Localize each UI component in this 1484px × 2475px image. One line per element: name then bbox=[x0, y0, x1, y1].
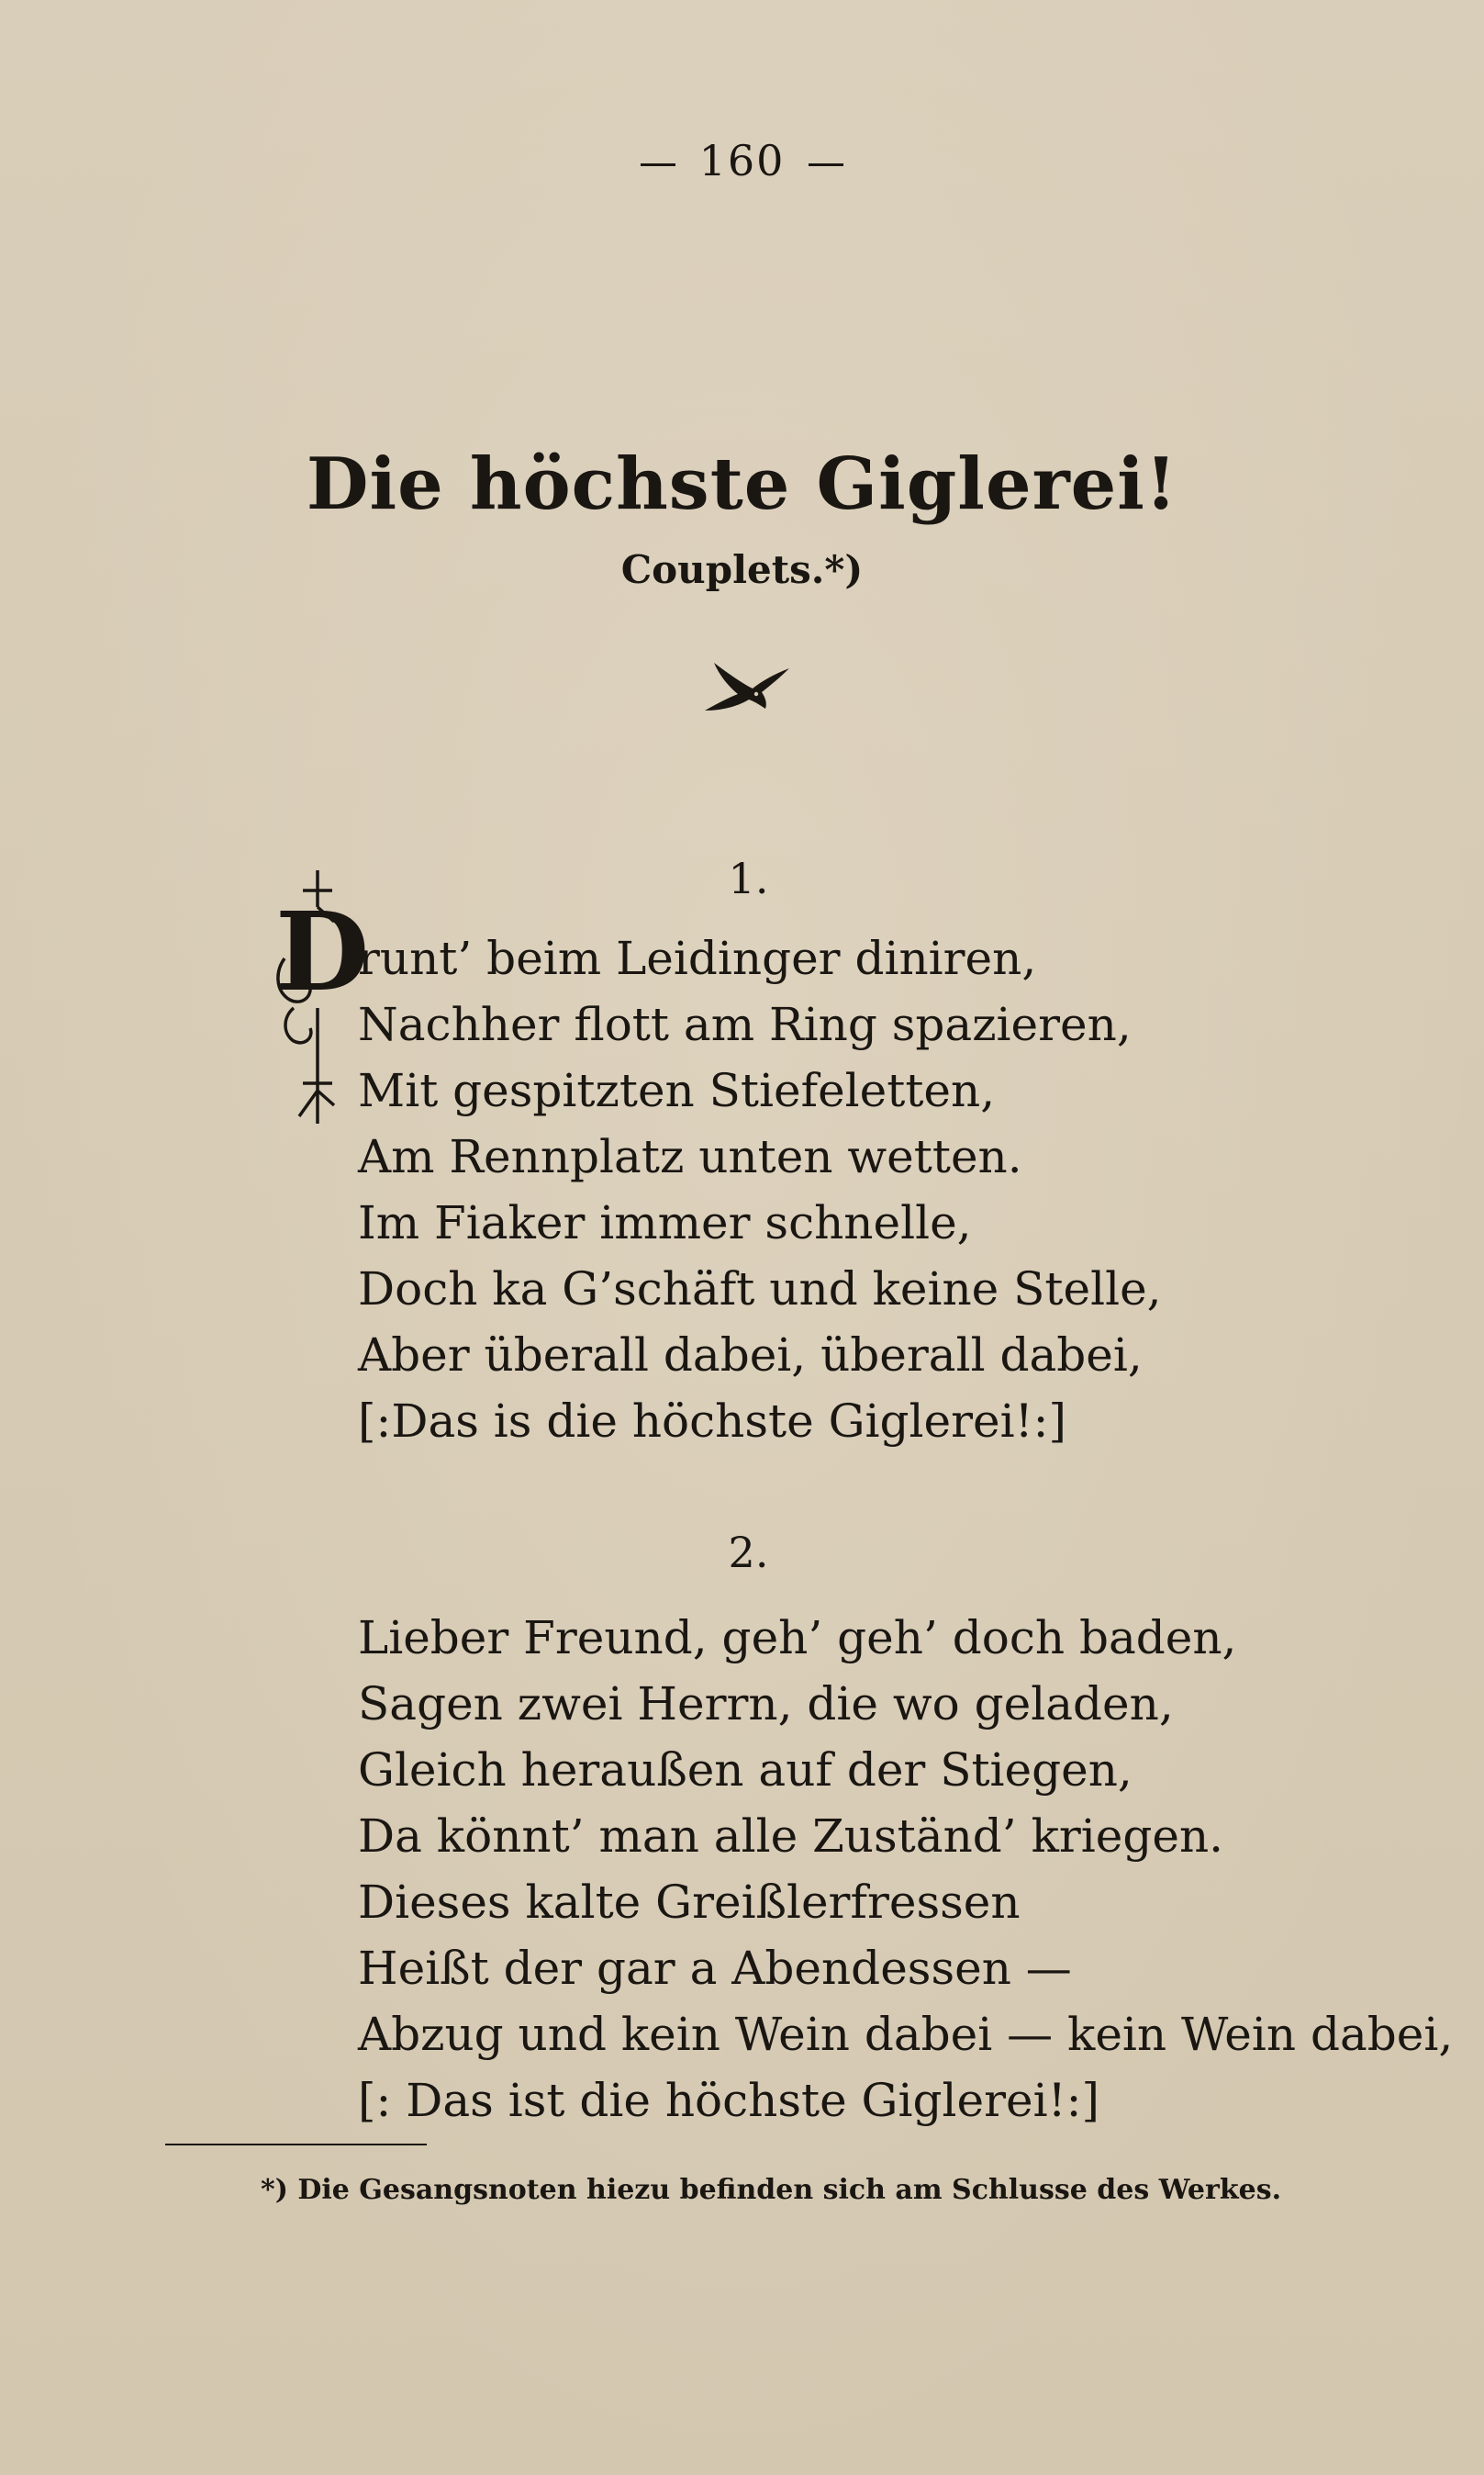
stanza-1-verse bbox=[358, 925, 1162, 1454]
verse-line: Gleich heraußen auf der Stiegen, bbox=[358, 1743, 1133, 1797]
page-subtitle: Couplets.*) bbox=[620, 547, 864, 592]
footnote-divider bbox=[165, 2144, 427, 2145]
verse-line: [:Das is die höchste Giglerei!:] bbox=[358, 1394, 1067, 1448]
verse-line: Abzug und kein Wein dabei — kein Wein dabei, bbox=[358, 2008, 1454, 2061]
verse-line: Sagen zwei Herrn, die wo geladen, bbox=[358, 1677, 1174, 1730]
drop-cap-letter: D bbox=[275, 888, 370, 1015]
verse-line: Da könnt’ man alle Zuständ’ kriegen. bbox=[358, 1809, 1224, 1863]
verse-line: Lieber Freund, geh’ geh’ doch baden, bbox=[358, 1611, 1237, 1664]
verse-line: Aber überall dabei, überall dabei, bbox=[358, 1328, 1143, 1382]
page-title: Die höchste Giglerei! bbox=[306, 442, 1178, 526]
verse-line: Mit gespitzten Stiefeletten, bbox=[358, 1064, 996, 1117]
dash-left bbox=[641, 163, 675, 166]
verse-line: Doch ka G’schäft und keine Stelle, bbox=[358, 1262, 1162, 1316]
verse-line: Im Fiaker immer schnelle, bbox=[358, 1196, 972, 1249]
verse-line: Heißt der gar a Abendessen — bbox=[358, 1942, 1072, 1995]
verse-line: Dieses kalte Greißlerfressen bbox=[358, 1876, 1021, 1929]
swallow-icon bbox=[701, 654, 793, 720]
stanza-2-verse bbox=[358, 1605, 1453, 2133]
verse-line: Am Rennplatz unten wetten. bbox=[358, 1130, 1022, 1183]
stanza-number: 1. bbox=[728, 854, 769, 903]
verse-line: [: Das ist die höchste Giglerei!:] bbox=[358, 2074, 1100, 2127]
stanza-number: 2. bbox=[728, 1528, 769, 1577]
verse-line: Nachher flott am Ring spazieren, bbox=[358, 998, 1132, 1051]
dash-right bbox=[809, 163, 843, 166]
page-number bbox=[0, 136, 1484, 185]
footnote: *) Die Gesangsnoten hiezu befinden sich am Schlusse des Werkes. bbox=[261, 2174, 1282, 2206]
page-number-text: 160 bbox=[698, 136, 786, 185]
verse-line: runt’ beim Leidinger diniren, bbox=[358, 932, 1037, 985]
